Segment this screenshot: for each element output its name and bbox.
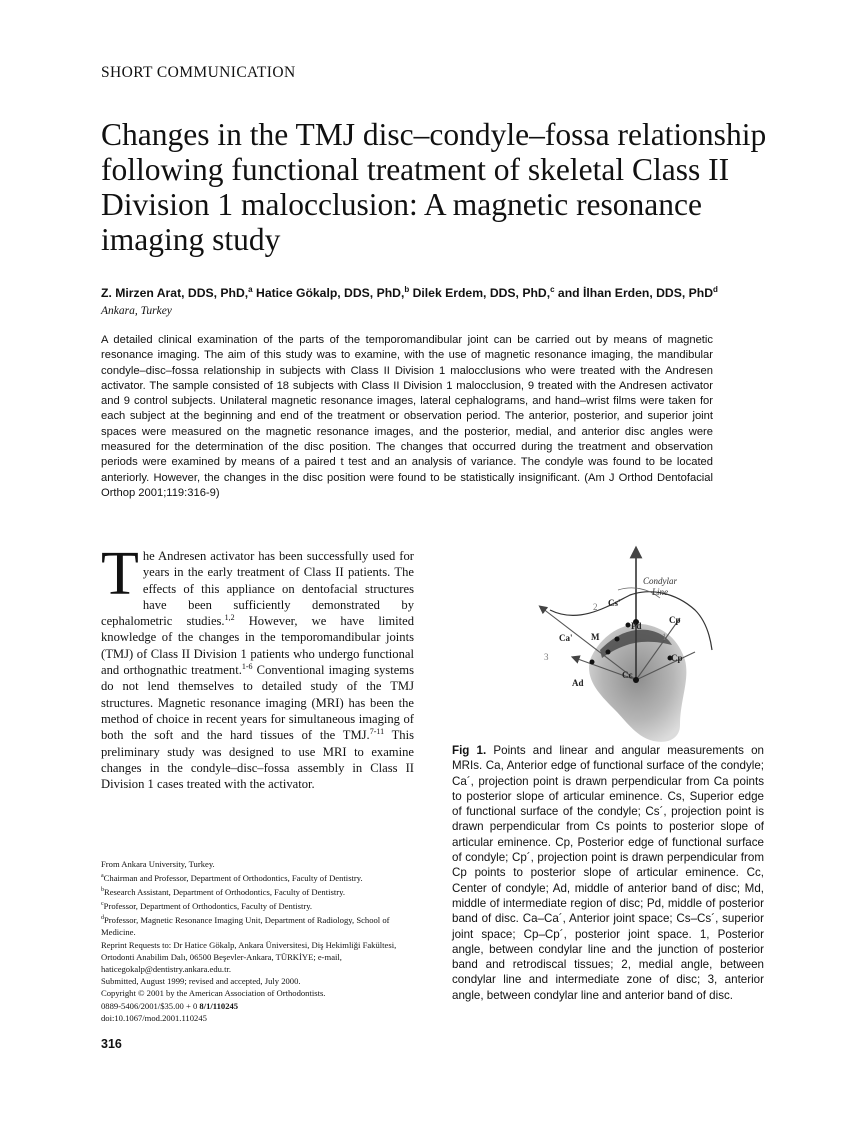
affiliation-marker: a — [248, 285, 253, 294]
figure-caption — [452, 743, 764, 1003]
author-affiliation: Ankara, Turkey — [101, 305, 172, 317]
m-label: M — [591, 632, 600, 642]
citation-ref: 1,2 — [224, 613, 235, 622]
footnotes — [101, 858, 419, 1024]
footnote-from: From Ankara University, Turkey. — [101, 859, 215, 869]
footnote-d: $^d$Professor, Magnetic Resonance Imaging Unit, Department of Radiology, School of Medicine. — [101, 915, 390, 938]
affiliation-marker: d — [713, 285, 718, 294]
footnote-c: $^c$Professor, Department of Orthodontics, Faculty of Dentistry. — [101, 901, 313, 912]
intro-paragraph — [101, 540, 415, 792]
cp-label: Cp — [671, 653, 683, 663]
footnote-issn: 0889-5406/2001/$35.00 + 0 8/1/110245 — [101, 1000, 239, 1011]
condylar-line-label: Condylar — [643, 576, 678, 586]
author-name: Z. Mirzen Arat, DDS, PhD, — [101, 286, 249, 301]
ca-prime-label: Ca' — [559, 633, 573, 643]
intro-text: This preliminary study was designed to use MRI to examine changes in the condyle–disc–fossa assembly in Class II Division 1 cases treated with the activator. — [101, 728, 415, 792]
ad-point — [590, 660, 595, 665]
article-title: Changes in the TMJ disc–condyle–fossa relationship following functional treatment of skeletal Class II Division 1 malocclusion: A magnetic resonance imaging study — [101, 117, 767, 257]
affiliation-marker: c — [550, 285, 555, 294]
m-point — [615, 637, 620, 642]
footnote-b: $^b$Research Assistant, Department of Orthodontics, Faculty of Dentistry. — [101, 887, 345, 898]
drop-cap: T — [101, 540, 139, 608]
angle-1-label: 1 — [662, 632, 667, 642]
author-name: Hatice Gökalp, DDS, PhD, — [252, 286, 405, 301]
intro-text: he Andresen activator has been successfully used for years in the early treatment of Class II patients. The effects of this appliance on dentofacial structures have been sufficiently demonstrated by cephalometric studies. — [101, 549, 414, 629]
ad-label: Ad — [572, 678, 584, 688]
pd-label: Pd — [631, 621, 642, 631]
page-number: 316 — [101, 1037, 122, 1051]
ca-point — [606, 650, 611, 655]
section-label: SHORT COMMUNICATION — [101, 64, 296, 81]
tmj-diagram-figure — [530, 540, 720, 745]
pd-point — [626, 623, 631, 628]
angle-3-label: 3 — [544, 652, 549, 662]
citation-ref: 1-6 — [241, 661, 253, 671]
cc-point — [633, 677, 639, 683]
citation-ref: 7-11 — [369, 727, 385, 737]
cs-prime-label: Cs' — [608, 598, 621, 608]
figure-label: Fig 1. — [452, 744, 487, 757]
footnote-submitted: Submitted, August 1999; revised and accepted, July 2000. — [101, 976, 301, 987]
author-name: Dilek Erdem, DDS, PhD, — [409, 286, 551, 301]
footnote-copyright: Copyright © 2001 by the American Association of Orthodontists. — [101, 988, 326, 999]
author-list — [101, 285, 718, 300]
footnote-reprint: Reprint Requests to: Dr Hatice Gökalp, Ankara Üniversitesi, Diş Hekimliği Fakültesi, Ortodonti Anabilim Dalı, 06500 Beşevler-Ankara, TÜRKİYE; e-mail, haticegokalp@dentistry.ankara.edu.tr. — [101, 939, 397, 975]
author-name: and İlhan Erden, DDS, PhD — [554, 286, 714, 301]
caption-text: Points and linear and angular measurements on MRIs. Ca, Anterior edge of functional surface of the condyle; Ca´, projection point is drawn perpendicular from Ca points to posterior slope of articular eminence. Cs, Superior edge of functional surface of the condyle; Cs´, projection point is drawn perpendicular from Cs points to posterior slope of articular eminence. Cp, Posterior edge of functional surface of condyle; Cp´, projection point is drawn perpendicular from Cp points to posterior slope of articular eminence. Cc, Center of condyle; Ad, middle of anterior band of disc; Md, middle of intermediate region of disc; Pd, middle of posterior band of disc. Ca–Ca´, Anterior joint space; Cs–Cs´, superior joint space; Cp–Cp´, posterior joint space. 1, Posterior angle, between condylar line and the junction of posterior band and retrodiscal tissues; 2, medial angle, between condylar line and intermediate zone of disc; 3, anterior angle, between condylar line and anterior band of disc. — [452, 744, 764, 1002]
angle-2-label: 2 — [593, 602, 598, 612]
intro-text: However, we have limited knowledge of the changes in the temporomandibular joints (TMJ) of Class II Division 1 patients who undergo functional and orthognathic treatment. — [101, 614, 414, 678]
footnote-doi: doi:10.1067/mod.2001.110245 — [101, 1012, 207, 1023]
condylar-line-label: Line — [652, 587, 669, 597]
abstract: A detailed clinical examination of the parts of the temporomandibular joint can be carried out by means of magnetic resonance imaging. The aim of this study was to examine, with the use of magnetic resonance imaging, the mandibular condyle–disc–fossa relationship in subjects with Class II Division 1 malocclusions who were treated with the Andresen activator. The sample consisted of 18 subjects with Class II Division 1 malocclusion, 9 treated with the Andresen activator and 9 control subjects. Unilateral magnetic resonance images, lateral cephalograms, and hand–wrist films were taken for each subject at the beginning and end of the treatment or observation period. The anterior, posterior, and superior joint spaces were measured on the magnetic resonance images, and the posterior, medial, and anterior disc angles were measured for the determination of the disc position. The changes that occurred during the treatment and observation periods were examined by means of a paired t test and an analysis of variance. The condyle was found to be located anteriorly. However, the changes in the disc position were found to be statistically insignificant. (Am J Orthod Dentofacial Orthop 2001;119:316-9) — [101, 334, 713, 499]
footnote-a: $^a$Chairman and Professor, Department of Orthodontics, Faculty of Dentistry. — [101, 873, 363, 884]
cp-prime-label: Cp — [669, 615, 681, 625]
cc-label: Cc — [622, 670, 633, 680]
affiliation-marker: b — [404, 285, 410, 294]
intro-text: Conventional imaging systems do not lend themselves to detailed study of the TMJ structures. Magnetic resonance imaging (MRI) has been the method of choice in recent years for simultaneous imaging of both the soft and the hard tissues of the TMJ. — [101, 663, 414, 743]
